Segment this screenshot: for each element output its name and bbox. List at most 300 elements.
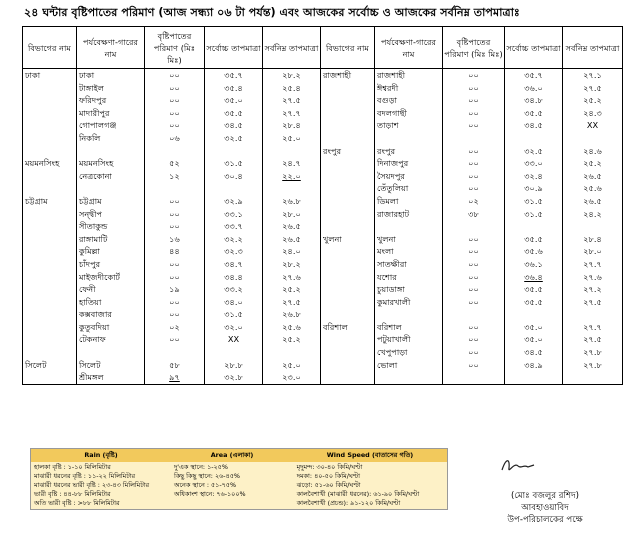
table-cell [563,132,623,145]
table-cell [443,220,505,233]
table-cell: বরিশাল [375,321,443,334]
legend-rain-list [31,462,171,509]
table-cell: ৩৪.৫ [205,119,263,132]
table-cell [23,94,77,107]
table-cell [23,182,77,195]
table-cell: ২৭.৬ [263,271,321,284]
table-cell: ৪৪ [145,245,205,258]
table-cell [23,82,77,95]
table-row [23,145,623,158]
col-header: পর্যবেক্ষণা-গারের নাম [375,27,443,69]
signature-scribble [498,456,538,476]
table-cell: ২৭.২ [563,283,623,296]
table-cell: ৩৫.৫ [205,107,263,120]
table-cell: ২৬.৫ [563,170,623,183]
table-cell: ০০ [443,245,505,258]
table-cell [321,245,375,258]
table-cell [23,119,77,132]
table-cell: ০০ [145,271,205,284]
table-row [23,371,623,384]
table-cell: হাতিয়া [77,296,145,309]
legend-item: মৃদুমন্দ: ৩০-৪০ কিমি/ঘণ্টা [296,463,363,471]
table-row [23,245,623,258]
weather-table [22,26,623,385]
table-cell: চুয়াডাঙ্গা [375,283,443,296]
table-cell: টাঙ্গাইল [77,82,145,95]
table-cell: ঈশ্বরদী [375,82,443,95]
table-cell: কক্সবাজার [77,308,145,321]
table-cell: সাতক্ষীরা [375,258,443,271]
col-header: বিভাগের নাম [321,27,375,69]
table-cell: ২৮.০ [263,208,321,221]
table-cell: ০০ [145,308,205,321]
table-cell: ৩৫.০ [505,321,563,334]
table-cell [23,283,77,296]
table-cell: খুলনা [321,233,375,246]
table-cell: ২৪.৭ [263,157,321,170]
table-cell: ০০ [145,107,205,120]
table-cell: নেত্রকোনা [77,170,145,183]
table-cell [263,182,321,195]
table-row [23,94,623,107]
table-cell: সন্দ্বীপ [77,208,145,221]
table-cell [321,107,375,120]
table-cell: ময়মনসিংহ [23,157,77,170]
table-cell [321,157,375,170]
table-cell: রাজশাহী [375,69,443,82]
legend-item: কিছু কিছু স্থানে: ২৬-৪৫% [173,472,240,480]
table-cell: ৩৪.৪ [205,271,263,284]
table-cell [563,220,623,233]
table-row [23,220,623,233]
table-cell: ৩৬.০ [505,82,563,95]
table-cell: ০০ [145,94,205,107]
signature-name: (মোঃ বজলুর রশিদ) [511,491,579,501]
table-cell: ০০ [443,94,505,107]
legend-item: দমকা: ৪০-৫০ কিমি/ঘণ্টা [296,472,360,480]
table-cell [321,132,375,145]
table-cell: ২৬.৫ [263,233,321,246]
table-cell: ৩১.৫ [505,195,563,208]
table-cell [23,170,77,183]
table-cell [23,258,77,271]
table-cell [145,182,205,195]
col-header: সর্বনিম্ন তাপমাত্রা [563,27,623,69]
table-cell: ৩৫.৭ [205,69,263,82]
table-cell: ৩৪.৫ [505,119,563,132]
legend-item: অনেক স্থানে : ৫১-৭৫% [173,481,237,489]
table-cell: ৩৫.৫ [505,107,563,120]
table-cell: ৩৫.৫ [505,296,563,309]
table-cell: কুমিল্লা [77,245,145,258]
table-cell: ৩১.৫ [505,208,563,221]
table-row [23,233,623,246]
table-cell: শ্রীমঙ্গল [77,371,145,384]
table-cell [375,220,443,233]
table-cell [23,208,77,221]
table-cell [23,371,77,384]
table-cell [563,371,623,384]
table-row [23,283,623,296]
table-cell: ০০ [145,258,205,271]
table-cell [321,220,375,233]
table-cell: ০২ [443,195,505,208]
table-cell: ২৭.৭ [263,107,321,120]
table-cell: ০০ [145,82,205,95]
table-cell: ৫২ [145,157,205,170]
table-cell [145,346,205,359]
table-cell: সিলেট [77,359,145,372]
table-cell: মাইজদীকোর্ট [77,271,145,284]
table-cell: নিকলি [77,132,145,145]
legend-box [30,448,448,510]
table-cell: ০০ [443,333,505,346]
table-cell: ৩২.৩ [205,245,263,258]
table-cell [23,132,77,145]
table-cell [321,208,375,221]
legend-item: হালকা বৃষ্টি : ১-১০ মিলিমিটার [34,463,111,471]
table-cell [375,132,443,145]
table-cell: ৩৫.৫ [505,283,563,296]
table-cell [321,283,375,296]
table-cell: ২৬.৮ [263,308,321,321]
table-cell [23,233,77,246]
table-cell: ২৫.৪ [263,82,321,95]
table-cell [23,346,77,359]
col-header: সর্বোচ্চ তাপমাত্রা [205,27,263,69]
table-cell: ২৮.৪ [563,233,623,246]
table-cell [321,359,375,372]
table-cell: কুমারখালী [375,296,443,309]
table-cell: ৩০.৪ [205,170,263,183]
table-cell [375,308,443,321]
table-cell: ৩২.৯ [205,195,263,208]
table-cell: ২৭.৫ [263,94,321,107]
table-row [23,359,623,372]
table-cell: ০০ [145,333,205,346]
table-cell: রাজশাহী [321,69,375,82]
table-cell: ২৮.২ [263,69,321,82]
table-cell: ২৭.৫ [263,296,321,309]
table-cell: ২৮.২ [263,258,321,271]
table-cell: ৩২.৫ [205,132,263,145]
table-cell: ০০ [443,107,505,120]
table-header-row [23,27,623,69]
table-cell: ফরিদপুর [77,94,145,107]
table-cell [505,132,563,145]
table-cell [321,170,375,183]
table-cell: ০০ [145,296,205,309]
table-row [23,195,623,208]
table-cell: ২৫.৬ [563,182,623,195]
table-cell: বগুড়া [375,94,443,107]
table-cell [321,296,375,309]
legend-item: মাঝারী ধরনের বৃষ্টি : ১১-২২ মিলিমিটার [34,472,136,480]
table-cell [23,321,77,334]
table-cell: রাঙ্গামাটি [77,233,145,246]
table-cell [321,271,375,284]
table-cell: ১৯ [145,283,205,296]
table-cell: ৩৪.৭ [205,258,263,271]
table-cell [321,308,375,321]
legend-area-title: Area (এলাকা) [210,451,254,459]
table-row [23,271,623,284]
table-cell: ৩৬.৪ [505,271,563,284]
table-cell [443,371,505,384]
table-cell: ২৫.০ [263,132,321,145]
table-cell: ৫৮ [145,359,205,372]
table-cell: খুলনা [375,233,443,246]
col-header: বৃষ্টিপাতের পরিমাণ (মিঃ মিঃ) [145,27,205,69]
table-row [23,308,623,321]
table-cell: ২৫.২ [563,157,623,170]
table-cell: সীতাকুন্ড [77,220,145,233]
table-cell: সিলেট [23,359,77,372]
table-cell [563,308,623,321]
table-cell: ডিমলা [375,195,443,208]
table-cell: ঢাকা [77,69,145,82]
table-cell: চট্টগ্রাম [77,195,145,208]
col-header: সর্বোচ্চ তাপমাত্রা [505,27,563,69]
table-cell: ২৮.৮ [205,359,263,372]
legend-wind-list [294,462,447,509]
table-cell [145,145,205,158]
table-cell [443,308,505,321]
table-cell: ৩২.০ [205,321,263,334]
table-cell: ৯৭ [145,371,205,384]
table-cell: ২৭.৭ [563,321,623,334]
table-cell: ৩৩.২ [205,283,263,296]
legend-item: ঝড়ো: ৫১-৬০ কিমি/ঘণ্টা [296,481,361,489]
table-cell: ৩৬.১ [505,258,563,271]
table-cell: গোপালগঞ্জ [77,119,145,132]
table-row [23,208,623,221]
table-cell: ০০ [443,271,505,284]
table-cell [23,107,77,120]
table-cell: খেপুপাড়া [375,346,443,359]
table-cell: ৩৪.০ [205,296,263,309]
table-row [23,157,623,170]
table-cell [321,94,375,107]
table-cell: ৩৩.০ [505,157,563,170]
table-cell: ৩৫.৭ [505,69,563,82]
table-row [23,107,623,120]
table-cell: ২৭.৮ [563,359,623,372]
table-cell [321,82,375,95]
table-cell: ২৫.২ [563,94,623,107]
table-row [23,321,623,334]
table-cell: রংপুর [321,145,375,158]
table-cell: ২৮.০ [563,245,623,258]
table-cell: ৩৫.০ [205,94,263,107]
table-cell: ২৭.৫ [563,333,623,346]
table-cell: ০০ [145,195,205,208]
table-row [23,346,623,359]
table-cell: ফেনী [77,283,145,296]
legend-rain-title: Rain (বৃষ্টি) [84,451,118,459]
table-cell [23,220,77,233]
table-cell: ০০ [145,69,205,82]
table-cell: ০০ [443,321,505,334]
legend-item: অতি ভারী বৃষ্টি : >৮৮ মিলিমিটার [34,499,120,507]
table-row [23,82,623,95]
table-cell [263,346,321,359]
table-cell: ১২ [145,170,205,183]
table-cell [23,271,77,284]
table-cell: ০০ [443,119,505,132]
legend-item: অধিকাংশ স্থানে: ৭৬-১০০% [173,490,246,498]
table-row [23,258,623,271]
col-header: সর্বনিম্ন তাপমাত্রা [263,27,321,69]
page-title: ২৪ ঘন্টার বৃষ্টিপাতের পরিমাণ (আজ সন্ধ্যা ০৬ টা পর্যন্ত) এবং আজকের সর্বোচ্চ ও আজকের সর্বনিম্ন তাপমাত্রাঃ [24,6,520,19]
table-cell: ৩১.৫ [205,157,263,170]
table-cell: কুতুবদিয়া [77,321,145,334]
table-cell: ২৫.২ [263,333,321,346]
table-cell: ২৪.৬ [563,145,623,158]
table-cell [77,145,145,158]
table-row [23,119,623,132]
table-cell: ০০ [443,296,505,309]
table-cell: ৩০.৯ [505,182,563,195]
col-header: বৃষ্টিপাতের পরিমাণ (মিঃ মিঃ) [443,27,505,69]
table-cell: ২২.০ [263,170,321,183]
table-cell: ৩৫.৬ [505,245,563,258]
table-cell: ২৫.০ [263,359,321,372]
table-cell: দিনাজপুর [375,157,443,170]
table-cell [321,258,375,271]
signature-for: উপ-পরিচালকের পক্ষে [507,515,583,525]
table-row [23,170,623,183]
table-cell: XX [205,333,263,346]
table-cell [505,308,563,321]
legend-item: কালবৈশাখী (মাঝারী ধরনের): ৬১-৯০ কিমি/ঘণ্টা [296,490,420,498]
table-cell: ২৪.০ [263,245,321,258]
table-row [23,296,623,309]
table-cell: ০০ [145,220,205,233]
table-cell [375,371,443,384]
table-cell [505,220,563,233]
table-cell: চাঁদপুর [77,258,145,271]
table-cell [321,182,375,195]
table-cell [23,245,77,258]
table-cell: ২৭.৫ [563,82,623,95]
table-cell: ৩৩.১ [205,208,263,221]
table-cell: ভোলা [375,359,443,372]
legend-item: মাঝারী ধরনের ভারী বৃষ্টি : ২৩-৪৩ মিলিমিটার [34,481,150,489]
table-cell: ০০ [443,145,505,158]
table-cell: ২৭.৭ [563,258,623,271]
table-cell: ২৭.১ [563,69,623,82]
table-cell: ০০ [443,233,505,246]
table-cell: ২৬.৫ [263,220,321,233]
table-cell: ৩৪.৮ [505,94,563,107]
table-cell: ৩২.৫ [505,145,563,158]
legend-item: দু'এক স্থানে: ১-২৫% [173,463,228,471]
table-cell: ৩৮ [443,208,505,221]
table-cell: ০০ [145,119,205,132]
table-cell [77,182,145,195]
table-cell: রংপুর [375,145,443,158]
table-cell: ৩২.৮ [205,371,263,384]
table-cell: ১৬ [145,233,205,246]
table-cell: টেকনাফ [77,333,145,346]
table-cell [205,182,263,195]
table-cell: ৩৩.৭ [205,220,263,233]
table-row [23,69,623,82]
table-cell [77,346,145,359]
table-cell: তাড়াশ [375,119,443,132]
table-cell: ০৬ [145,132,205,145]
table-cell: ৩৫.৪ [205,82,263,95]
table-cell: মংলা [375,245,443,258]
table-cell: চট্টগ্রাম [23,195,77,208]
table-cell: ২৪.২ [563,208,623,221]
col-header: বিভাগের নাম [23,27,77,69]
table-cell: XX [563,119,623,132]
table-cell [321,371,375,384]
table-cell: ৩৫.৫ [505,233,563,246]
table-cell: ০০ [443,359,505,372]
legend-item: কালবৈশাখী (প্রচন্ড): ৯১-১২০ কিমি/ঘণ্টা [296,499,401,507]
table-cell [263,145,321,158]
table-cell [321,346,375,359]
table-cell: ২৮.৪ [263,119,321,132]
table-cell: ৩৪.৫ [505,346,563,359]
table-row [23,182,623,195]
table-cell: যশোর [375,271,443,284]
table-row [23,333,623,346]
table-cell: বরিশাল [321,321,375,334]
table-cell [23,308,77,321]
table-cell: ২৭.৮ [563,346,623,359]
legend-wind-title: Wind Speed (বাতাসের গতি) [326,451,414,459]
table-cell: ৩২.৪ [505,170,563,183]
table-cell: ০২ [145,321,205,334]
table-cell: মাদারীপুর [77,107,145,120]
table-cell [505,371,563,384]
table-cell [321,119,375,132]
table-cell: ০০ [443,170,505,183]
table-cell: পটুয়াখালী [375,333,443,346]
table-cell: তেঁতুলিয়া [375,182,443,195]
table-cell: ০০ [443,258,505,271]
table-cell: ০০ [443,346,505,359]
table-cell: সৈয়দপুর [375,170,443,183]
legend-item: ভারী বৃষ্টি : ৪৪-৮৮ মিলিমিটার [34,490,111,498]
table-row [23,132,623,145]
table-cell: ৩৪.৯ [505,359,563,372]
table-cell: বদলগাছী [375,107,443,120]
table-cell: ২৫.২ [263,283,321,296]
table-cell: ৩৫.০ [505,333,563,346]
table-cell [205,145,263,158]
table-cell: ২৩.০ [263,371,321,384]
col-header: পর্যবেক্ষণা-গারের নাম [77,27,145,69]
table-cell: রাজারহাট [375,208,443,221]
signature-title: আবহাওয়াবিদ [521,503,569,513]
table-cell: ০০ [443,283,505,296]
table-cell [321,195,375,208]
table-cell: ০০ [443,157,505,170]
table-cell: ৩১.৫ [205,308,263,321]
table-cell: ৩২.২ [205,233,263,246]
legend-area-list [171,462,294,509]
table-cell: ২৭.৬ [563,271,623,284]
table-cell [23,333,77,346]
table-cell [321,333,375,346]
table-cell: ২৬.৫ [563,195,623,208]
table-cell [23,145,77,158]
